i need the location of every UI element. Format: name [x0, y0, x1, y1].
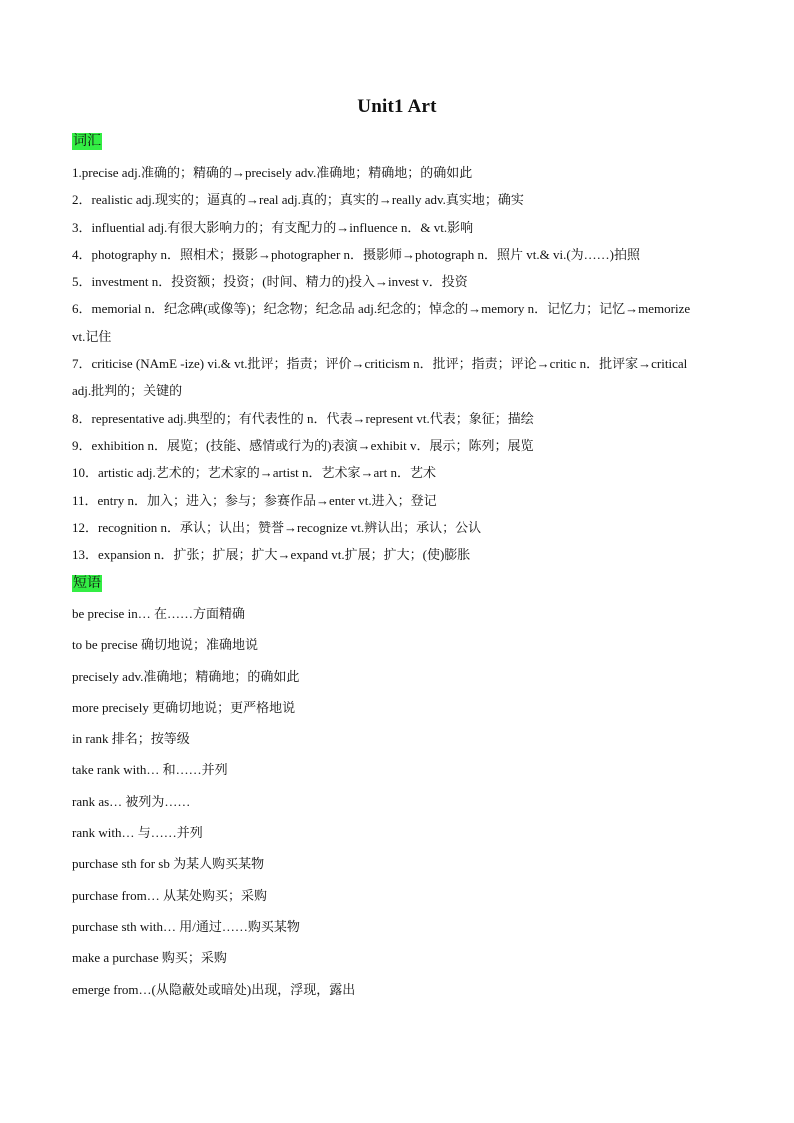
phrase-list [72, 603, 732, 1010]
phrase-line: purchase sth with… 用/通过……购买某物 [72, 918, 300, 934]
phrase-line: more precisely 更确切地说；更严格地说 [72, 699, 296, 715]
vocab-line: 6．memorial n．纪念碑(或像等)；纪念物；纪念品 adj.纪念的；悼念的→memory n．记忆力；记忆→memorize [72, 301, 691, 317]
phrase-line: in rank 排名；按等级 [72, 731, 190, 747]
phrase-line: precisely adv.准确地；精确地；的确如此 [72, 668, 300, 684]
vocab-line: 4．photography n．照相术；摄影→photographer n．摄影师→photograph n．照片 vt.& vi.(为……)拍照 [72, 246, 640, 262]
phrase-line: take rank with… 和……并列 [72, 762, 228, 778]
vocab-line: vt.记住 [72, 328, 112, 344]
vocab-line: 3．influential adj.有很大影响力的；有支配力的→influence n．& vt.影响 [72, 219, 474, 235]
phrase-line: purchase sth for sb 为某人购买某物 [72, 856, 265, 872]
phrase-section-label: 短语 [73, 576, 101, 591]
phrase-line: make a purchase 购买；采购 [72, 950, 227, 966]
vocab-section-label: 词汇 [73, 134, 101, 149]
phrase-line: purchase from… 从某处购买；采购 [72, 887, 267, 903]
phrase-line: rank as… 被列为…… [72, 793, 191, 809]
vocab-list [72, 159, 732, 568]
vocab-line: 2．realistic adj.现实的；逼真的→real adj.真的；真实的→really adv.真实地；确实 [72, 192, 524, 208]
vocab-line: 10．artistic adj.艺术的；艺术家的→artist n．艺术家→art n．艺术 [72, 465, 436, 481]
vocab-line: 1.precise adj.准确的；精确的→precisely adv.准确地；精确地；的确如此 [72, 165, 473, 180]
page-title: Unit1 Art [357, 96, 437, 117]
phrase-line: to be precise 确切地说；准确地说 [72, 637, 258, 653]
phrase-line: be precise in… 在……方面精确 [72, 606, 245, 621]
vocab-line: adj.批判的；关键的 [72, 383, 183, 399]
vocab-line: 9．exhibition n．展览；(技能、感情或行为的)表演→exhibit v．展示；陈列；展览 [72, 437, 534, 453]
vocab-line: 11．entry n．加入；进入；参与；参赛作品→enter vt.进入；登记 [72, 492, 437, 508]
vocab-line: 8．representative adj.典型的；有代表性的 n．代表→represent vt.代表；象征；描绘 [72, 410, 534, 426]
phrase-line: rank with… 与……并列 [72, 825, 203, 841]
vocab-line: 7．criticise (NAmE -ize) vi.& vt.批评；指责；评价→criticism n．批评；指责；评论→critic n．批评家→critical [72, 356, 688, 372]
vocab-line: 12．recognition n．承认；认出；赞誉→recognize vt.辨认出；承认；公认 [72, 519, 482, 535]
vocab-line: 5．investment n．投资额；投资；(时间、精力的)投入→invest v．投资 [72, 274, 468, 290]
phrase-line: emerge from…(从隐蔽处或暗处)出现，浮现，露出 [72, 981, 356, 997]
vocab-line: 13．expansion n．扩张；扩展；扩大→expand vt.扩展；扩大；(使)膨胀 [72, 547, 471, 563]
